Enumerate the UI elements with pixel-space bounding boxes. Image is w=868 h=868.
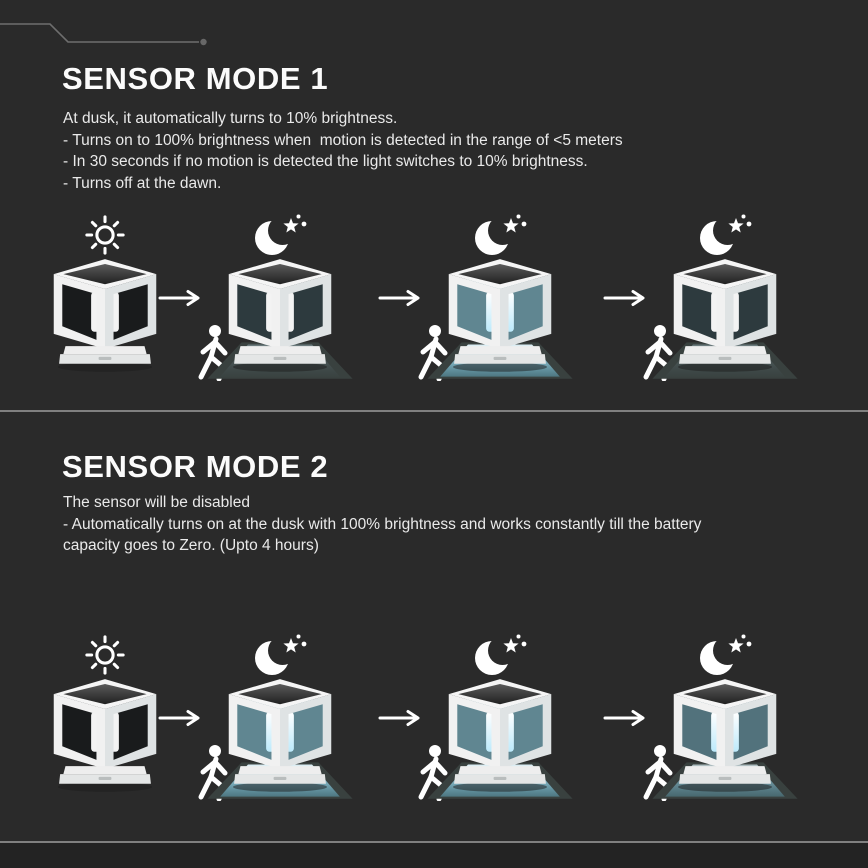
cube-lamp [30, 677, 180, 803]
arrow-right-icon [158, 289, 204, 307]
cube-lamp [30, 257, 180, 383]
sky-area [635, 629, 815, 681]
description-line: At dusk, it automatically turns to 10% brightness. [63, 110, 398, 127]
scene-step [410, 623, 590, 811]
section-divider [0, 410, 868, 412]
description-line: The sensor will be disabled [63, 494, 250, 511]
description-line: - In 30 seconds if no motion is detected the light switches to 10% brightness. [63, 153, 588, 170]
moon-stars-icon [697, 631, 753, 679]
description-line: capacity goes to Zero. (Upto 4 hours) [63, 537, 319, 554]
sun-icon [84, 214, 126, 256]
cube-lamp [205, 677, 355, 803]
arrow-right-icon [378, 709, 424, 727]
moon-stars-icon [697, 211, 753, 259]
sky-area [15, 209, 195, 261]
sun-icon [84, 634, 126, 676]
moon-stars-icon [252, 631, 308, 679]
moon-stars-icon [472, 631, 528, 679]
scene-row [0, 203, 868, 391]
bottom-strip [0, 843, 868, 868]
arrow-right-icon [378, 289, 424, 307]
cube-lamp [425, 257, 575, 383]
circuit-line-decoration [0, 18, 220, 50]
scene-step [635, 203, 815, 391]
scene-step [410, 203, 590, 391]
scene-row [0, 623, 868, 811]
sky-area [410, 629, 590, 681]
description-line: - Turns on to 100% brightness when motion is detected in the range of <5 meters [63, 131, 623, 149]
section-title: SENSOR MODE 1 [62, 61, 329, 96]
moon-stars-icon [252, 211, 308, 259]
cube-lamp [425, 677, 575, 803]
sky-area [410, 209, 590, 261]
section-description [63, 492, 833, 557]
sky-area [635, 209, 815, 261]
cube-lamp [205, 257, 355, 383]
scene-step [190, 623, 370, 811]
description-line: - Automatically turns on at the dusk with 100% brightness and works constantly till the battery [63, 515, 702, 533]
arrow-right-icon [603, 289, 649, 307]
section-title: SENSOR MODE 2 [62, 449, 329, 484]
arrow-right-icon [603, 709, 649, 727]
scene-step [190, 203, 370, 391]
arrow-right-icon [158, 709, 204, 727]
cube-lamp [650, 257, 800, 383]
scene-step [635, 623, 815, 811]
description-line: - Turns off at the dawn. [63, 174, 222, 192]
cube-lamp [650, 677, 800, 803]
sky-area [190, 209, 370, 261]
moon-stars-icon [472, 211, 528, 259]
section-description [63, 108, 833, 194]
sky-area [15, 629, 195, 681]
sky-area [190, 629, 370, 681]
